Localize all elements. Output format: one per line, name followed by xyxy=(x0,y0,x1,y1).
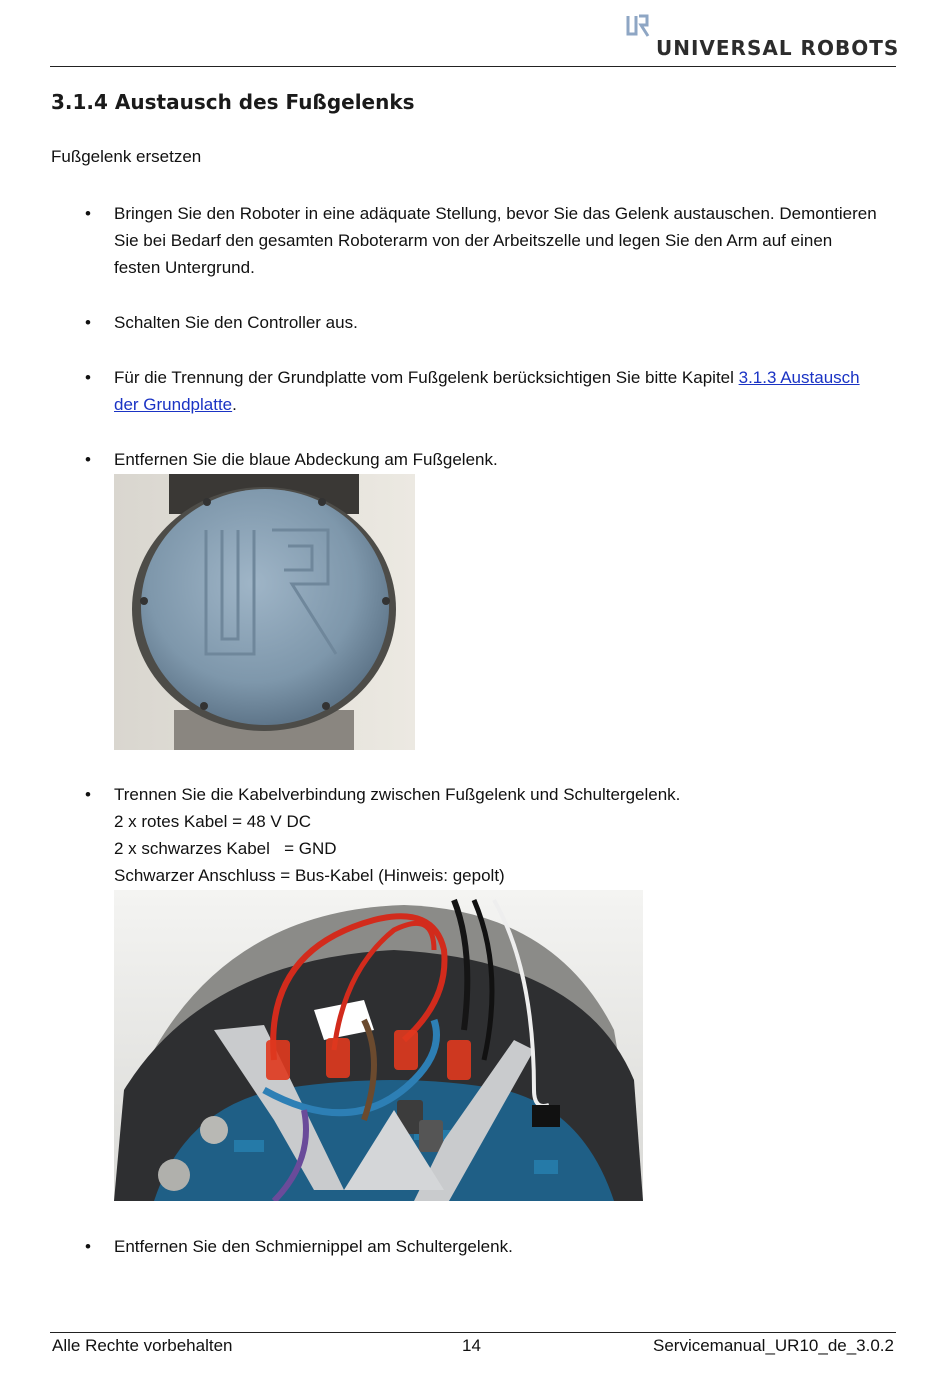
list-item-text xyxy=(114,781,899,889)
list-item-line: Schwarzer Anschluss = Bus-Kabel (Hinweis: gepolt) xyxy=(114,866,505,885)
list-item-text: Schalten Sie den Controller aus. xyxy=(114,313,358,332)
bullet-glyph: • xyxy=(85,313,91,332)
list-item-text-prefix: Für die Trennung der Grundplatte vom Fußgelenk berücksichtigen Sie bitte Kapitel xyxy=(114,368,739,387)
list-item-text: Entfernen Sie die blaue Abdeckung am Fußgelenk. xyxy=(114,450,498,469)
list-item-text: Entfernen Sie den Schmiernippel am Schultergelenk. xyxy=(114,1237,513,1256)
list-item-text xyxy=(114,200,899,281)
page-header xyxy=(50,0,900,67)
section-title: 3.1.4 Austausch des Fußgelenks xyxy=(51,90,415,114)
universal-robots-logo xyxy=(626,14,900,60)
list-item-line: Trennen Sie die Kabelverbindung zwischen Fußgelenk und Schultergelenk. xyxy=(114,785,681,804)
bullet-glyph: • xyxy=(85,204,91,223)
base-joint-cover-photo xyxy=(114,474,415,750)
cable-connection-photo xyxy=(114,890,643,1201)
bullet-glyph: • xyxy=(85,1237,91,1256)
bullet-glyph: • xyxy=(85,785,91,804)
document-id: Servicemanual_UR10_de_3.0.2 xyxy=(653,1336,894,1355)
list-item-line: Bringen Sie den Roboter in eine adäquate Stellung, bevor Sie das Gelenk austauschen. Demontieren xyxy=(114,204,877,223)
list-item-line: 2 x schwarzes Kabel = GND xyxy=(114,839,337,858)
ur-logo-icon xyxy=(626,14,650,40)
bullet-glyph: • xyxy=(85,368,91,387)
chapter-link[interactable]: 3.1.3 Austausch xyxy=(738,368,860,387)
page-number: 14 xyxy=(462,1336,481,1355)
list-item-line: 2 x rotes Kabel = 48 V DC xyxy=(114,812,312,831)
list-item-line: Sie bei Bedarf den gesamten Roboterarm von der Arbeitszelle und legen Sie den Arm auf einen xyxy=(114,231,833,250)
footer-copyright: Alle Rechte vorbehalten xyxy=(52,1336,233,1355)
chapter-link[interactable]: der Grundplatte xyxy=(114,395,233,414)
section-subtitle: Fußgelenk ersetzen xyxy=(51,147,202,166)
logo-text: UNIVERSAL ROBOTS xyxy=(656,36,900,60)
list-item-text xyxy=(114,364,899,418)
page-footer xyxy=(50,1332,896,1363)
list-item-line: festen Untergrund. xyxy=(114,258,255,277)
bullet-glyph: • xyxy=(85,450,91,469)
list-item-text-suffix: . xyxy=(232,395,237,414)
